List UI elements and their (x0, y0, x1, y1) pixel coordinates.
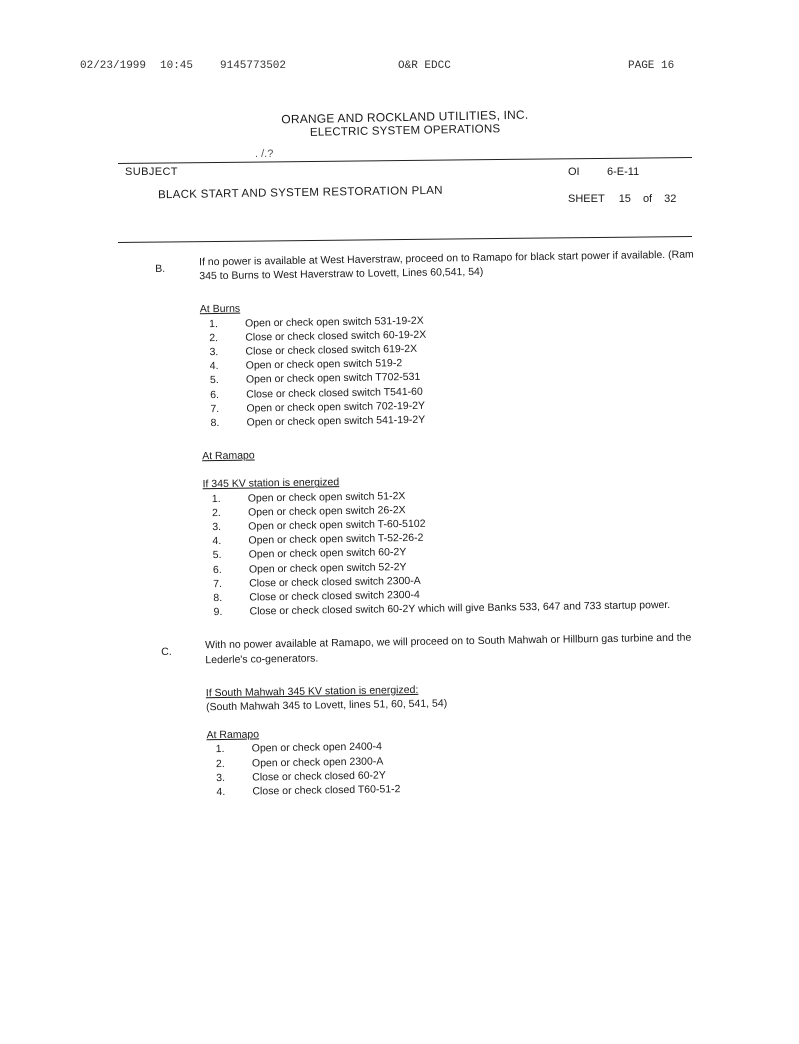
fax-page: PAGE 16 (628, 60, 675, 72)
step-text: Open or check open switch 541-19-2Y (246, 413, 426, 429)
sheet-label: SHEET (568, 193, 605, 205)
step-number: 2. (209, 331, 219, 344)
subject-label: SUBJECT (125, 166, 178, 178)
fax-time: 10:45 (160, 60, 194, 72)
burns-steps (209, 309, 698, 430)
south-mahwah-route: (South Mahwah 345 to Lovett, lines 51, 60, 541, 54) (206, 697, 448, 714)
step-number: 1. (215, 743, 225, 756)
letterhead (255, 107, 555, 141)
step-text: Open or check open switch 26-2X (247, 503, 406, 519)
scan-mark: . /.? (255, 148, 274, 160)
step-number: 3. (216, 771, 226, 784)
step-number: 7. (213, 577, 223, 590)
step-text: Open or check open 2300-A (251, 755, 384, 770)
step-text: Close or check closed switch 60-2Y which will give Banks 533, 647 and 733 startup power. (249, 599, 671, 618)
fax-dept: O&R EDCC (398, 60, 451, 72)
step-text: Close or check closed switch 619-2X (245, 342, 418, 358)
step-number: 3. (212, 521, 222, 534)
section-b-letter: B. (155, 262, 166, 275)
sheet-of: of (642, 193, 653, 205)
step-text: Close or check closed switch T541-60 (246, 385, 423, 401)
step-text: Open or check open switch 52-2Y (248, 560, 407, 576)
step-number: 4. (209, 360, 219, 373)
step-number: 8. (210, 417, 220, 430)
step-text: Open or check open switch T-60-5102 (248, 517, 426, 533)
c-ramapo-heading: At Ramapo (206, 728, 260, 742)
step-text: Close or check closed T60-51-2 (252, 783, 401, 798)
fax-number: 9145773502 (220, 60, 287, 72)
oi-label: OI (568, 166, 580, 178)
company-division: ELECTRIC SYSTEM OPERATIONS (309, 123, 501, 139)
step-text: Open or check open switch T702-531 (245, 371, 421, 387)
section-c-text: With no power available at Ramapo, we will proceed on to South Mahwah or Hillburn gas turbine and the Lederle's co-generators. (205, 632, 692, 666)
document-title: BLACK START AND SYSTEM RESTORATION PLAN (157, 184, 443, 202)
step-number: 5. (209, 374, 219, 387)
sheet-total: 32 (664, 193, 677, 205)
step-text: Open or check open switch T-52-26-2 (248, 532, 424, 547)
step-text: Close or check closed switch 60-19-2X (245, 328, 427, 344)
c-ramapo-steps (216, 735, 704, 799)
step-text: Open or check open switch 702-19-2Y (246, 399, 426, 415)
ramapo-heading: At Ramapo (202, 449, 255, 463)
step-number: 5. (212, 549, 222, 562)
step-text: Close or check closed switch 2300-A (249, 574, 421, 590)
ramapo-steps (212, 484, 701, 619)
step-number: 4. (212, 535, 222, 548)
ramapo-condition: If 345 KV station is energized (202, 476, 340, 491)
south-mahwah-condition: If South Mahwah 345 KV station is energized: (205, 683, 419, 700)
burns-heading: At Burns (199, 303, 241, 316)
step-text: Close or check closed 60-2Y (252, 769, 386, 784)
step-text: Open or check open switch 519-2 (245, 357, 403, 372)
fax-date: 02/23/1999 (80, 60, 147, 72)
sheet-info (568, 193, 676, 205)
step-text: Open or check open switch 531-19-2X (244, 314, 424, 330)
step-number: 9. (213, 606, 223, 619)
step-number: 8. (213, 592, 223, 605)
section-c-letter: C. (161, 646, 172, 659)
step-number: 6. (212, 563, 222, 576)
step-number: 1. (208, 317, 218, 330)
step-text: Open or check open switch 51-2X (247, 489, 406, 505)
step-text: Open or check open 2400-4 (251, 740, 383, 756)
oi-value: 6-E-11 (607, 166, 640, 178)
bottom-rule (118, 236, 692, 243)
step-text: Open or check open switch 60-2Y (248, 546, 407, 562)
step-text: Close or check closed switch 2300-4 (249, 588, 420, 604)
step-number: 2. (211, 506, 221, 519)
step-number: 2. (215, 757, 225, 770)
sheet-number: 15 (618, 193, 631, 205)
step-number: 6. (210, 388, 220, 401)
section-b-text: If no power is available at West Haverstraw, proceed on to Ramapo for black start power if available. (Ram 345 to Burns to West Haverstraw to Lovett, Lines 60,541, 54) (199, 248, 694, 283)
company-name: ORANGE AND ROCKLAND UTILITIES, INC. (281, 107, 529, 127)
document-body (155, 248, 703, 801)
step-number: 4. (216, 786, 226, 799)
step-number: 7. (210, 402, 220, 415)
step-number: 1. (211, 492, 221, 505)
top-rule (118, 157, 692, 164)
step-number: 3. (209, 346, 219, 359)
